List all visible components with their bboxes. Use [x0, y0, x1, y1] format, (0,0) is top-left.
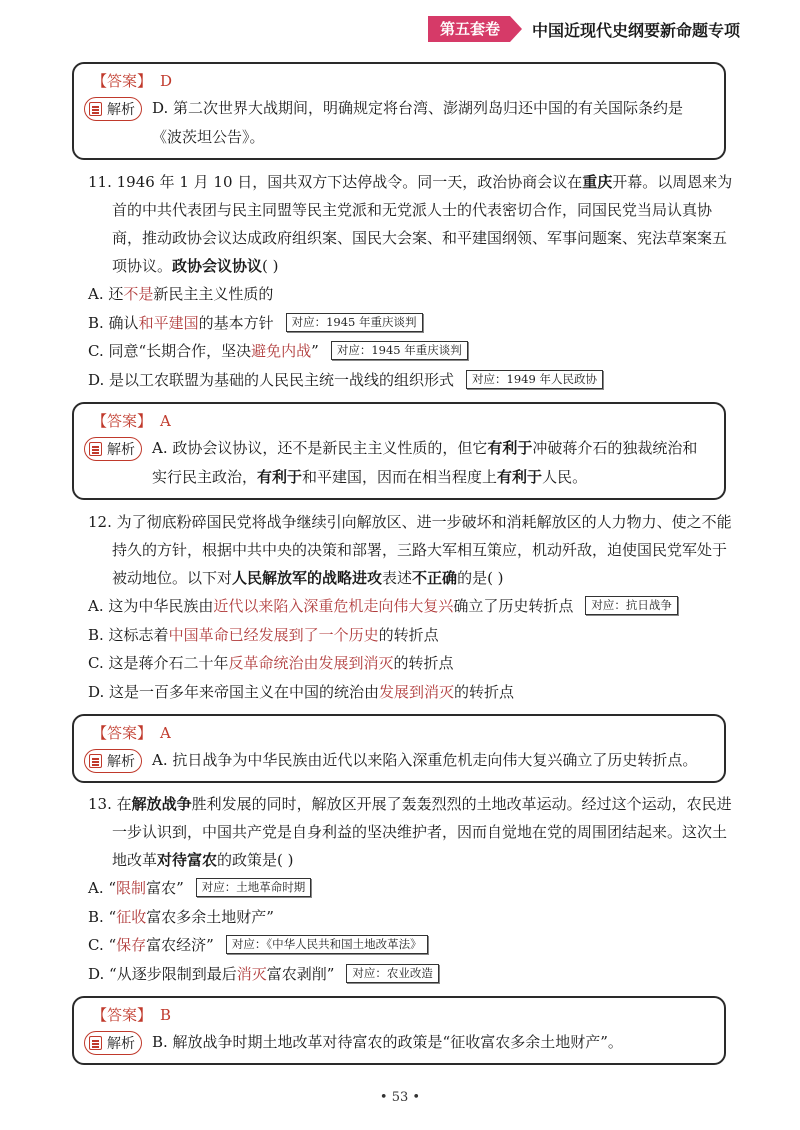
explanation-badge: [84, 1031, 142, 1055]
explanation-text: B. 解放战争时期土地改革对待富农的政策是“征收富农多余土地财产”。: [152, 1033, 623, 1051]
explanation-badge: [84, 97, 142, 121]
explanation-label: 解析: [107, 1036, 135, 1052]
explanation-label: 解析: [107, 102, 135, 118]
option-b: B. “征收富农多余土地财产”: [88, 907, 274, 926]
answer-box-10: [72, 62, 726, 160]
notepad-icon: [89, 1036, 102, 1050]
book-title: 中国近现代史纲要新命题专项: [531, 20, 740, 40]
explanation-badge: [84, 437, 142, 461]
option-a: A. 还不是新民主主义性质的: [88, 285, 274, 303]
question-stem: 13. 在解放战争胜利发展的同时，解放区开展了轰轰烈烈的土地改革运动。经过这个运动，农民进一步认识到，中国共产党是自身利益的坚决维护者，因而自觉地在党的周围团结起来。这次土地改革对待富农的政策是( ): [88, 795, 732, 869]
volume-tag: 第五套卷: [428, 16, 510, 42]
notepad-icon: [89, 442, 102, 456]
question-stem: 11. 1946 年 1 月 10 日，国共双方下达停战令。同一天，政治协商会议在重庆开幕。以周恩来为首的中共代表团与民主同盟等民主党派和无党派人士的代表密切合作，同国民党当局认真协商，推动政协会议达成政府组织案、国民大会案、和平建国纲领、军事问题案、宪法草案案五项协议。政协会议协议( ): [88, 173, 733, 275]
notepad-icon: [89, 754, 102, 768]
page-header: [428, 16, 740, 42]
answer-label: 【答案】: [92, 724, 153, 742]
option-a: A. “限制富农” 对应：土地革命时期: [88, 874, 738, 903]
option-a: A. 这为中华民族由近代以来陷入深重危机走向伟大复兴确立了历史转折点 对应：抗日战争: [88, 592, 738, 621]
page-number: • 53 •: [379, 1090, 421, 1105]
explanation-label: 解析: [107, 754, 135, 770]
option-d: D. 这是一百多年来帝国主义在中国的统治由发展到消灭的转折点: [88, 682, 515, 701]
question-13: [88, 790, 738, 988]
answer-value: D: [160, 72, 173, 90]
option-c: C. 这是蒋介石二十年反革命统治由发展到消灭的转折点: [88, 654, 454, 672]
option-c: C. “保存富农经济” 对应：《中华人民共和国土地改革法》: [88, 931, 738, 960]
explanation-text: D. 第二次世界大战期间，明确规定将台湾、澎湖列岛归还中国的有关国际条约是《波茨坦公告》。: [152, 99, 684, 146]
option-c: C. 同意“长期合作，坚决避免内战” 对应：1945 年重庆谈判: [88, 337, 738, 366]
answer-box-12: [72, 714, 726, 783]
note-tag: 对应：1949 年人民政协: [466, 370, 603, 389]
note-tag: 对应：《中华人民共和国土地改革法》: [226, 935, 428, 954]
option-b: B. 确认和平建国的基本方针 对应：1945 年重庆谈判: [88, 309, 738, 338]
answer-value: A: [160, 412, 171, 430]
option-d: D. “从逐步限制到最后消灭富农剥削” 对应：农业改造: [88, 960, 738, 989]
explanation-text: A. 抗日战争为中华民族由近代以来陷入深重危机走向伟大复兴确立了历史转折点。: [152, 751, 698, 769]
answer-box-11: [72, 402, 726, 500]
answer-value: A: [160, 724, 171, 742]
explanation-text: A. 政协会议协议，还不是新民主主义性质的，但它有利于冲破蒋介石的独裁统治和实行民主政治，有利于和平建国，因而在相当程度上有利于人民。: [152, 439, 698, 486]
question-stem: 12. 为了彻底粉碎国民党将战争继续引向解放区、进一步破坏和消耗解放区的人力物力、使之不能持久的方针，根据中共中央的决策和部署，三路大军相互策应，机动歼敌，迫使国民党军处于被动地位。以下对人民解放军的战略进攻表述不正确的是( ): [88, 513, 732, 587]
notepad-icon: [89, 102, 102, 116]
answer-label: 【答案】: [92, 72, 153, 90]
note-tag: 对应：抗日战争: [585, 596, 678, 615]
answer-value: B: [160, 1006, 172, 1024]
note-tag: 对应：1945 年重庆谈判: [286, 313, 423, 332]
question-12: [88, 508, 738, 706]
answer-box-13: [72, 996, 726, 1065]
note-tag: 对应：农业改造: [346, 964, 439, 983]
question-11: [88, 168, 738, 394]
note-tag: 对应：土地革命时期: [196, 878, 312, 897]
explanation-badge: [84, 749, 142, 773]
answer-label: 【答案】: [92, 1006, 153, 1024]
option-d: D. 是以工农联盟为基础的人民民主统一战线的组织形式 对应：1949 年人民政协: [88, 366, 738, 395]
explanation-label: 解析: [107, 442, 135, 458]
answer-label: 【答案】: [92, 412, 153, 430]
note-tag: 对应：1945 年重庆谈判: [331, 341, 468, 360]
option-b: B. 这标志着中国革命已经发展到了一个历史的转折点: [88, 625, 439, 644]
